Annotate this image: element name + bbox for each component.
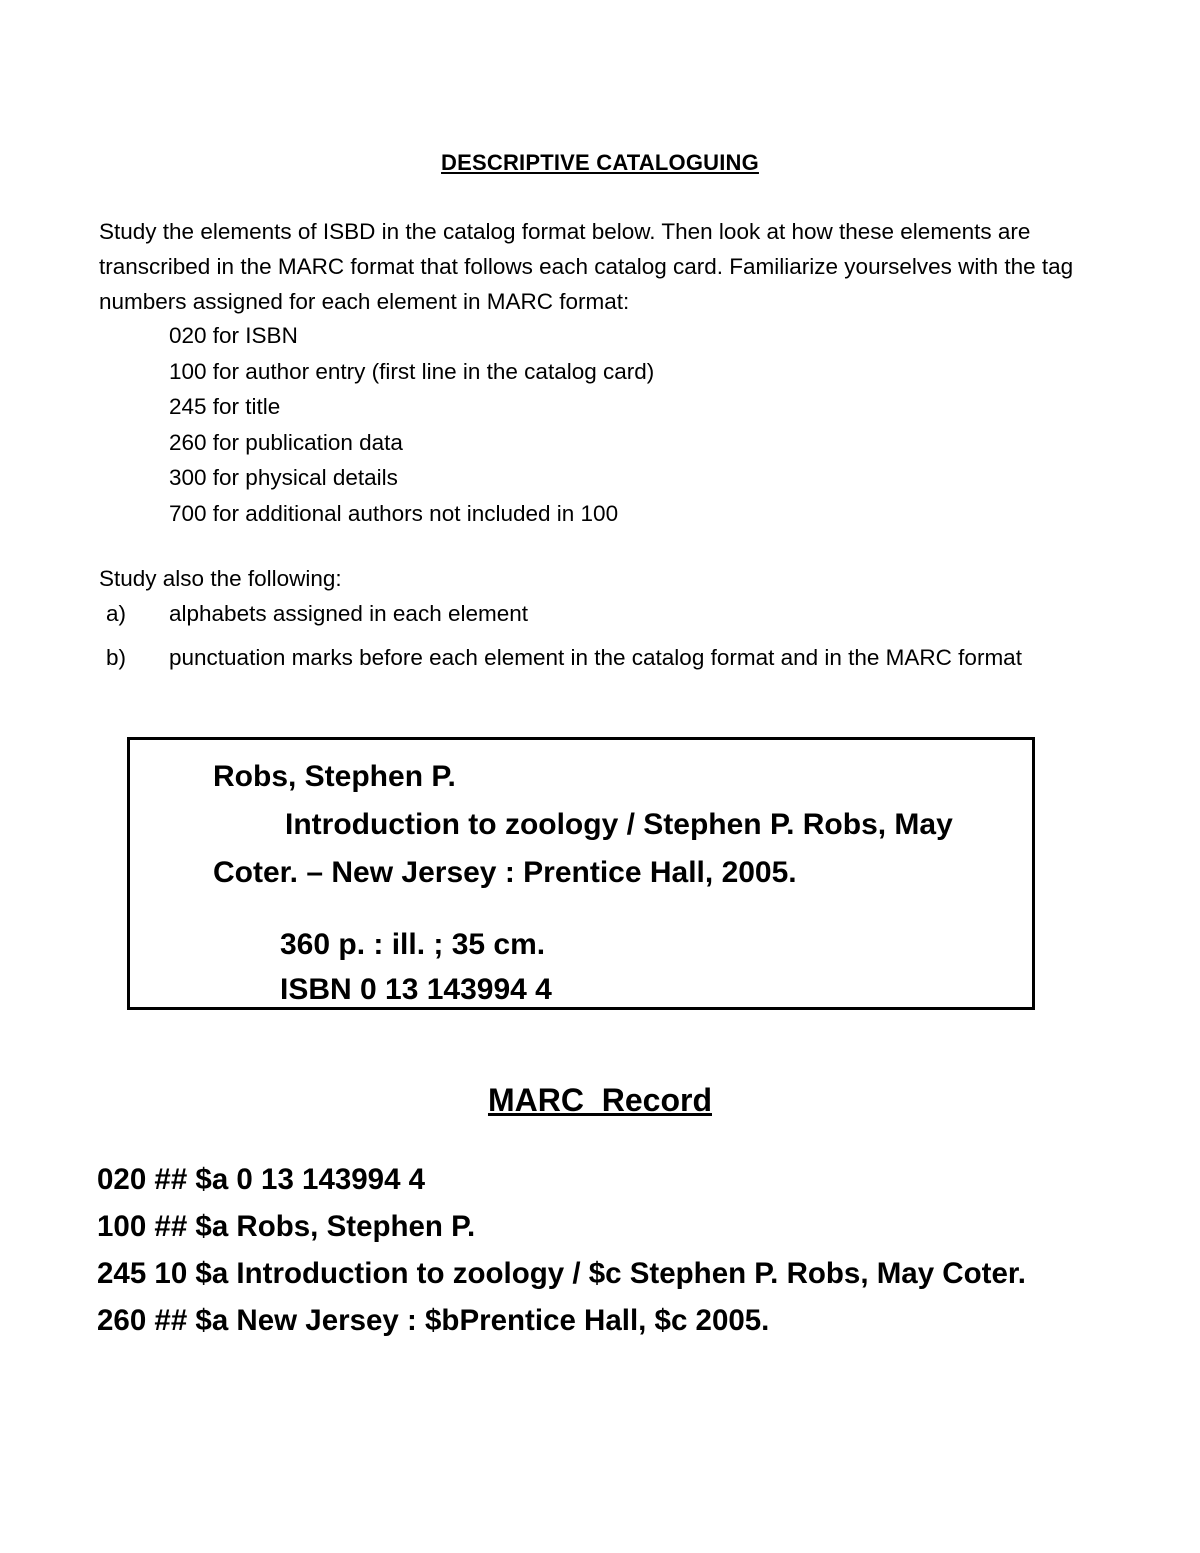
marc-tag-list	[169, 318, 654, 531]
marc-record-heading	[0, 1082, 1200, 1119]
card-title-line-1: Introduction to zoology / Stephen P. Robs, May	[285, 808, 953, 841]
tag-item: 260 for publication data	[169, 429, 403, 455]
catalog-card	[127, 737, 1035, 1010]
marc-line: 020 ## $a 0 13 143994 4	[97, 1163, 426, 1196]
intro-text: Study the elements of ISBD in the catalog format below. Then look at how these elements are transcribed in the MARC format that follows each catalog card. Familiarize yourselves with the tag numbers assigned for each element in MARC format:	[99, 219, 1074, 314]
marc-heading-text: MARC Record	[487, 1082, 712, 1118]
tag-item: 245 for title	[169, 394, 281, 419]
marc-line: 245 10 $a Introduction to zoology / $c Stephen P. Robs, May Coter.	[97, 1257, 1026, 1290]
tag-item: 700 for additional authors not included in 100	[169, 500, 619, 526]
tag-item: 020 for ISBN	[169, 323, 298, 348]
study-items-list	[99, 596, 1079, 684]
card-physical-details: 360 p. : ill. ; 35 cm.	[280, 928, 546, 961]
intro-paragraph	[99, 214, 1109, 319]
card-isbn: ISBN 0 13 143994 4	[280, 973, 552, 1006]
card-author: Robs, Stephen P.	[213, 760, 456, 793]
study-also-text: Study also the following:	[99, 566, 342, 591]
marc-line: 100 ## $a Robs, Stephen P.	[97, 1210, 476, 1243]
marc-record-lines	[97, 1156, 1026, 1344]
page-title: DESCRIPTIVE CATALOGUING	[441, 150, 759, 175]
study-item-text: punctuation marks before each element in the catalog format and in the MARC format	[169, 645, 1022, 670]
marc-line: 260 ## $a New Jersey : $bPrentice Hall, $c 2005.	[97, 1304, 770, 1337]
card-title-line-2: Coter. – New Jersey : Prentice Hall, 2005.	[213, 856, 797, 889]
study-item	[99, 640, 1079, 675]
study-item-text: alphabets assigned in each element	[169, 601, 529, 626]
study-item	[99, 596, 1079, 631]
list-marker: b)	[106, 645, 127, 670]
tag-item: 300 for physical details	[169, 465, 398, 490]
list-marker: a)	[106, 601, 127, 626]
tag-item: 100 for author entry (first line in the catalog card)	[169, 358, 655, 384]
